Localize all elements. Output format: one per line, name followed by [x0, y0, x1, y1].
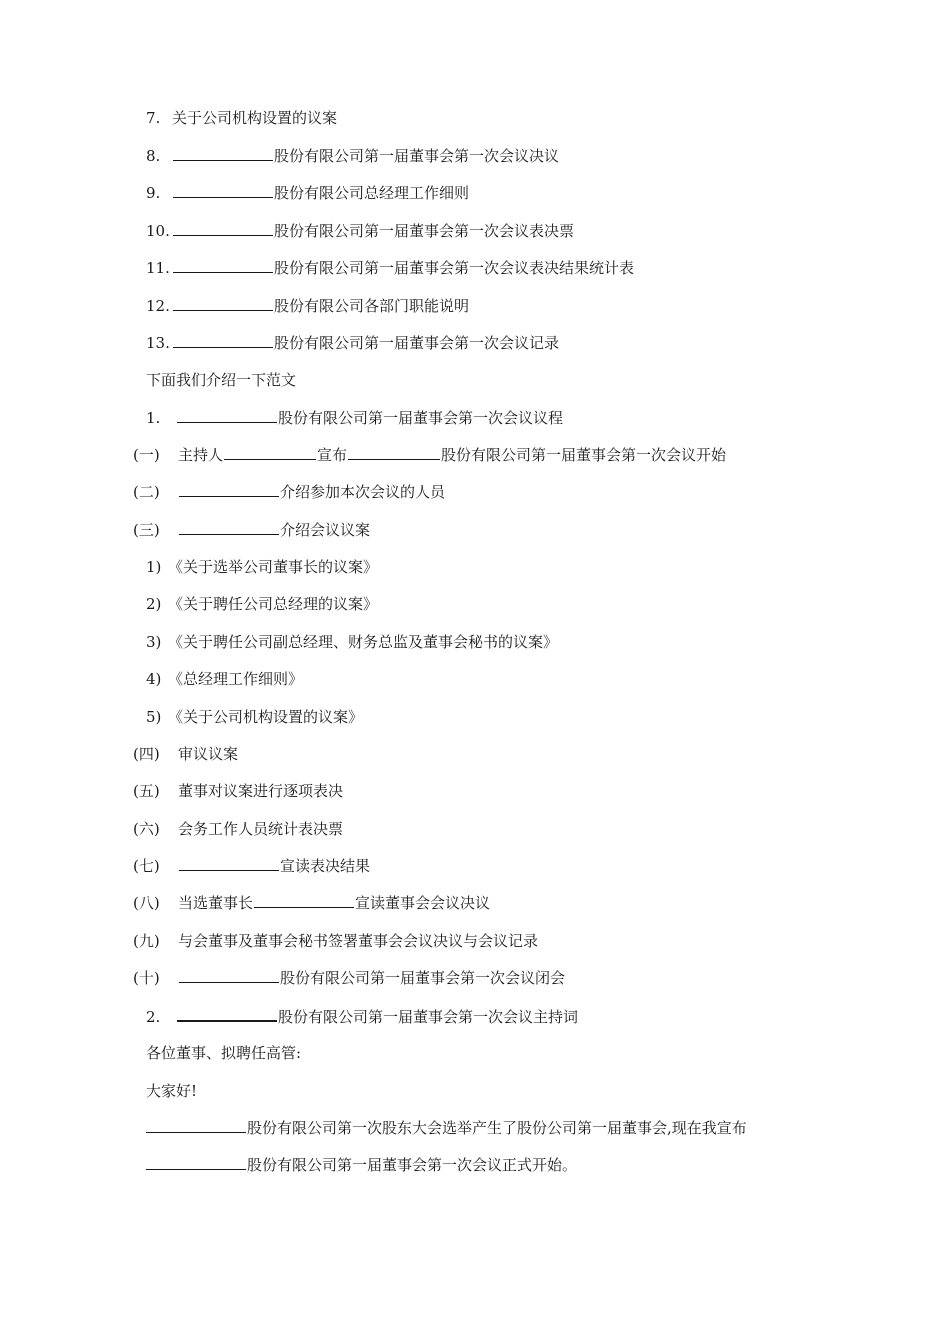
fill-in-blank [348, 445, 440, 460]
fill-in-blank [177, 408, 277, 423]
agenda-item: (九) 与会董事及董事会秘书签署董事会会议决议与会议记录 [133, 932, 539, 950]
agenda-item: (五) 董事对议案进行逐项表决 [133, 782, 344, 800]
list-item: 11. 股份有限公司第一届董事会第一次会议表决结果统计表 [146, 259, 635, 277]
section-heading: 2. 股份有限公司第一届董事会第一次会议主持词 [146, 1008, 579, 1026]
intro-text: 下面我们介绍一下范文 [146, 371, 297, 389]
speech-paragraph: 股份有限公司第一届董事会第一次会议正式开始。 [146, 1155, 577, 1175]
fill-in-blank [173, 333, 273, 348]
agenda-item: (四) 审议议案 [133, 745, 239, 763]
list-item: 8. 股份有限公司第一届董事会第一次会议决议 [146, 147, 560, 165]
fill-in-blank [173, 146, 273, 161]
fill-in-blank [173, 258, 273, 273]
sub-list-item: 2) 《关于聘任公司总经理的议案》 [146, 595, 379, 613]
agenda-item: (一) 主持人 宣布 股份有限公司第一届董事会第一次会议开始 [133, 446, 727, 464]
sub-list-item: 3) 《关于聘任公司副总经理、财务总监及董事会秘书的议案》 [146, 633, 559, 651]
fill-in-blank [179, 520, 279, 535]
speech-greeting: 大家好! [146, 1082, 198, 1100]
fill-in-blank [173, 296, 273, 311]
fill-in-blank [179, 856, 279, 871]
list-item: 7. 关于公司机构设置的议案 [146, 109, 338, 127]
fill-in-blank [179, 968, 279, 983]
sub-list-item: 5) 《关于公司机构设置的议案》 [146, 708, 364, 726]
agenda-item: (三) 介绍会议议案 [133, 521, 371, 539]
list-item: 9. 股份有限公司总经理工作细则 [146, 184, 470, 202]
agenda-item: (八) 当选董事长 宣读董事会会议决议 [133, 894, 491, 912]
section-heading: 1. 股份有限公司第一届董事会第一次会议议程 [146, 409, 564, 427]
fill-in-blank [254, 893, 354, 908]
fill-in-blank [146, 1155, 246, 1170]
list-item: 12. 股份有限公司各部门职能说明 [146, 297, 470, 315]
sub-list-item: 1) 《关于选举公司董事长的议案》 [146, 558, 379, 576]
agenda-item: (六) 会务工作人员统计表决票 [133, 820, 344, 838]
agenda-item: (二) 介绍参加本次会议的人员 [133, 483, 446, 501]
list-item: 10. 股份有限公司第一届董事会第一次会议表决票 [146, 222, 575, 240]
agenda-item: (十) 股份有限公司第一届董事会第一次会议闭会 [133, 969, 566, 987]
fill-in-blank [146, 1118, 246, 1133]
sub-list-item: 4) 《总经理工作细则》 [146, 670, 304, 688]
speech-paragraph: 股份有限公司第一次股东大会选举产生了股份公司第一届董事会,现在我宣布 [146, 1118, 747, 1138]
fill-in-blank [177, 1006, 277, 1022]
list-item: 13. 股份有限公司第一届董事会第一次会议记录 [146, 334, 560, 352]
speech-greeting: 各位董事、拟聘任高管: [146, 1044, 302, 1062]
fill-in-blank [179, 482, 279, 497]
fill-in-blank [173, 183, 273, 198]
agenda-item: (七) 宣读表决结果 [133, 857, 371, 875]
fill-in-blank [224, 445, 316, 460]
fill-in-blank [173, 221, 273, 236]
